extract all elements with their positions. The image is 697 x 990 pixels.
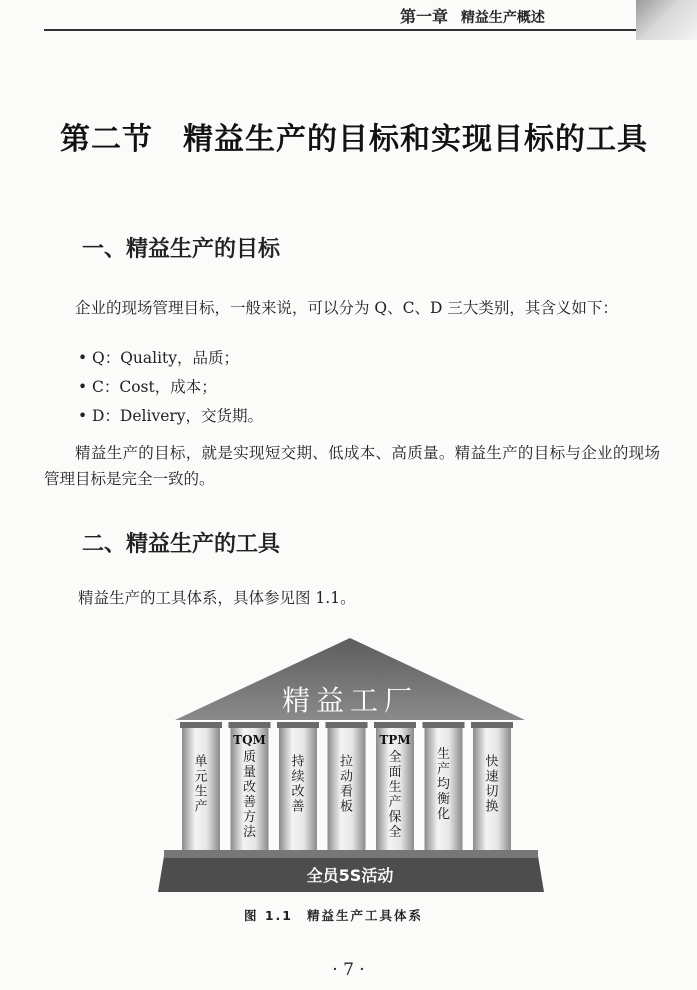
bullet-item-q xyxy=(78,344,638,373)
pillar-label-char: 保 xyxy=(388,810,402,825)
pillar-label-char: 快 xyxy=(485,754,499,770)
pillar-label-char: 拉 xyxy=(339,754,354,770)
figure-caption xyxy=(244,906,423,924)
running-header xyxy=(0,0,697,36)
roof-label: 精益工厂 xyxy=(281,684,419,717)
pillars-group xyxy=(180,722,513,852)
pillar-label-char: 量 xyxy=(242,765,257,780)
pillar-label-char: 元 xyxy=(194,769,208,785)
pillar-label-char: 衡 xyxy=(436,792,451,807)
pillar-label-char: 板 xyxy=(339,799,354,815)
pillar-top-label: TPM xyxy=(379,733,411,747)
bullet-item-c xyxy=(78,373,638,402)
section-title-text: 精益生产的目标和实现目标的工具 xyxy=(183,122,648,157)
caption-text: 精益生产工具体系 xyxy=(307,908,424,923)
pillar-label-char: 产 xyxy=(436,762,451,777)
pillar-label-char: 生 xyxy=(388,780,402,795)
page-corner-tab xyxy=(636,0,697,40)
paragraph-conclusion: 精益生产的目标，就是实现短交期、低成本、高质量。精益生产的目标与企业的现场管理目标是完全一致的。 xyxy=(44,444,660,488)
header-chapter-name: 精益生产概述 xyxy=(460,10,545,26)
pillar-label-char: 持 xyxy=(291,754,305,770)
bullet-dot: • xyxy=(78,378,88,396)
bullet-item-d xyxy=(78,402,638,431)
pillar-capital xyxy=(277,722,319,728)
pillar-label-char: 质 xyxy=(242,750,257,765)
paragraph-intro: 企业的现场管理目标，一般来说，可以分为 Q、C、D 三大类别，其含义如下： xyxy=(75,299,618,317)
pillar-4 xyxy=(326,722,368,852)
pillar-label-char: 生 xyxy=(436,747,451,762)
pillar-label-char: 善 xyxy=(291,799,305,815)
pillar-5 xyxy=(374,722,416,852)
pillar-label-char: 改 xyxy=(291,784,305,800)
base-top-edge xyxy=(164,850,538,858)
caption-number: 图 1.1 xyxy=(244,908,293,923)
pillar-label-char: 看 xyxy=(339,784,354,800)
bullet-text: D：Delivery，交货期。 xyxy=(92,407,264,425)
pillar-label-char: 切 xyxy=(485,784,499,800)
pillar-label-char: 均 xyxy=(436,777,451,792)
lean-factory-diagram xyxy=(150,630,550,900)
bullet-dot: • xyxy=(78,407,88,425)
pillar-capital xyxy=(374,722,416,728)
page-number: · 7 · xyxy=(332,960,365,980)
pillar-label-char: 产 xyxy=(388,795,402,810)
pillar-label-char: 善 xyxy=(242,795,257,810)
section-number: 第二节 xyxy=(60,122,153,157)
header-rule xyxy=(44,29,638,31)
header-chapter-title xyxy=(400,4,650,26)
paragraph-figure-reference: 精益生产的工具体系，具体参见图 1.1。 xyxy=(78,589,356,607)
pillar-label-char: 方 xyxy=(242,810,257,825)
pillar-capital xyxy=(180,722,222,728)
pillar-label-char: 面 xyxy=(388,765,402,780)
pillar-label-char: 化 xyxy=(436,807,451,822)
pillar-capital xyxy=(326,722,368,728)
pillar-3 xyxy=(277,722,319,852)
bullet-text: Q：Quality，品质； xyxy=(92,349,240,367)
bullet-dot: • xyxy=(78,349,88,367)
pillar-capital xyxy=(423,722,465,728)
pillar-label-char: 全 xyxy=(388,750,402,765)
header-chapter: 第一章 xyxy=(400,7,449,26)
pillar-label-char: 改 xyxy=(242,780,257,795)
bullet-list xyxy=(78,344,638,431)
section-title xyxy=(60,114,660,158)
pillar-capital xyxy=(471,722,513,728)
lean-factory-svg xyxy=(150,630,550,900)
pillar-top-label: TQM xyxy=(233,733,266,747)
pillar-2 xyxy=(229,722,271,852)
pillar-7 xyxy=(471,722,513,852)
heading-goals: 一、精益生产的目标 xyxy=(82,237,281,262)
pillar-label-char: 单 xyxy=(194,754,208,770)
pillar-6 xyxy=(423,722,465,852)
pillar-label-char: 生 xyxy=(194,784,208,800)
bullet-text: C：Cost，成本； xyxy=(92,378,217,396)
pillar-1 xyxy=(180,722,222,852)
pillar-label-char: 动 xyxy=(339,769,354,785)
pillar-capital xyxy=(229,722,271,728)
pillar-label-char: 法 xyxy=(242,825,257,840)
pillar-label-char: 产 xyxy=(194,799,208,815)
pillar-label-char: 速 xyxy=(485,769,499,785)
heading-tools: 二、精益生产的工具 xyxy=(82,532,281,557)
pillar-label-char: 换 xyxy=(485,799,499,815)
pillar-label-char: 续 xyxy=(291,769,305,785)
base-label: 全员5S活动 xyxy=(306,866,394,885)
pillar-label-char: 全 xyxy=(388,825,402,840)
